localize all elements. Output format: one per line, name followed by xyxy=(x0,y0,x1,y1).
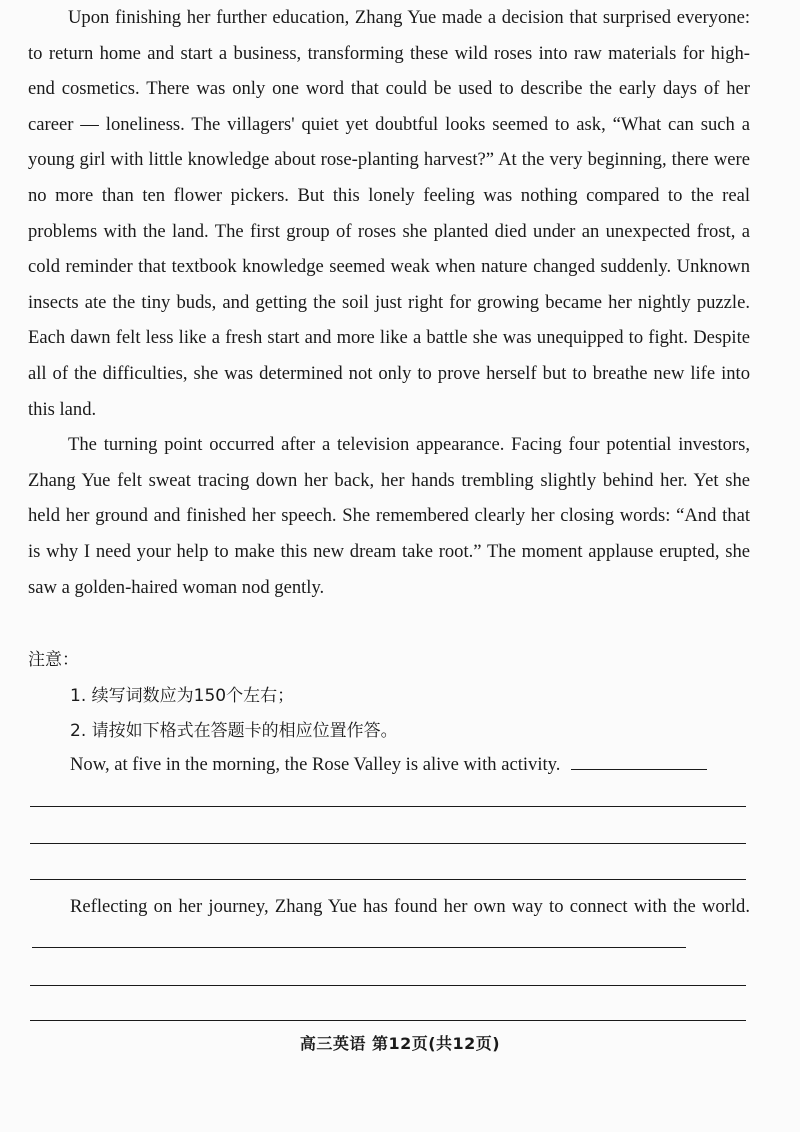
notes-label: 注意： xyxy=(28,650,79,670)
starter-2-text: Reflecting on her journey, Zhang Yue has found her own way to connect with the world. xyxy=(70,896,750,917)
answer-line-1[interactable] xyxy=(30,806,746,807)
note-item-word-count: 1. 续写词数应为150个左右； xyxy=(70,685,295,706)
instructions-notes xyxy=(28,643,750,750)
note-item-answer-format: 2. 请按如下格式在答题卡的相应位置作答。 xyxy=(70,721,398,742)
answer-line-2[interactable] xyxy=(30,843,746,844)
story-passage xyxy=(28,0,750,605)
answer-line-4[interactable] xyxy=(30,985,746,986)
starter-1-answer-blank[interactable] xyxy=(571,751,707,770)
page-footer: 高三英语 第12页(共12页) xyxy=(299,1034,501,1053)
answer-line-3[interactable] xyxy=(30,879,746,880)
starter-2-answer-blank[interactable] xyxy=(32,929,686,948)
passage-paragraph-2: The turning point occurred after a television appearance. Facing four potential investors, Zhang Yue felt sweat tracing down her back, her hands trembling slightly behind her. Yet she held her ground and finished her speech. She remembered clearly her closing words: “And that is why I need your help to make this new dream take root.” The moment applause erupted, she saw a golden-haired woman nod gently. xyxy=(28,434,750,598)
starter-1-text: Now, at five in the morning, the Rose Valley is alive with activity. xyxy=(70,754,561,775)
answer-line-5[interactable] xyxy=(30,1020,746,1021)
passage-paragraph-1: Upon finishing her further education, Zhang Yue made a decision that surprised everyone: to return home and start a business, transforming these wild roses into raw materials for high-end cosmetics. There was only one word that could be used to describe the early days of her career — loneliness. The villagers' quiet yet doubtful looks seemed to ask, “What can such a young girl with little knowledge about rose-planting harvest?” At the very beginning, there were no more than ten flower pickers. But this lonely feeling was nothing compared to the real problems with the land. The first group of roses she planted died under an unexpected frost, a cold reminder that textbook knowledge seemed weak when nature changed suddenly. Unknown insects ate the tiny buds, and getting the soil just right for growing became her nightly puzzle. Each dawn felt less like a fresh start and more like a battle she was unequipped to fight. Despite all of the difficulties, she was determined not only to prove herself but to breathe new life into this land. xyxy=(28,7,750,420)
continuation-starter-1 xyxy=(70,747,750,782)
continuation-starter-2 xyxy=(28,889,750,960)
